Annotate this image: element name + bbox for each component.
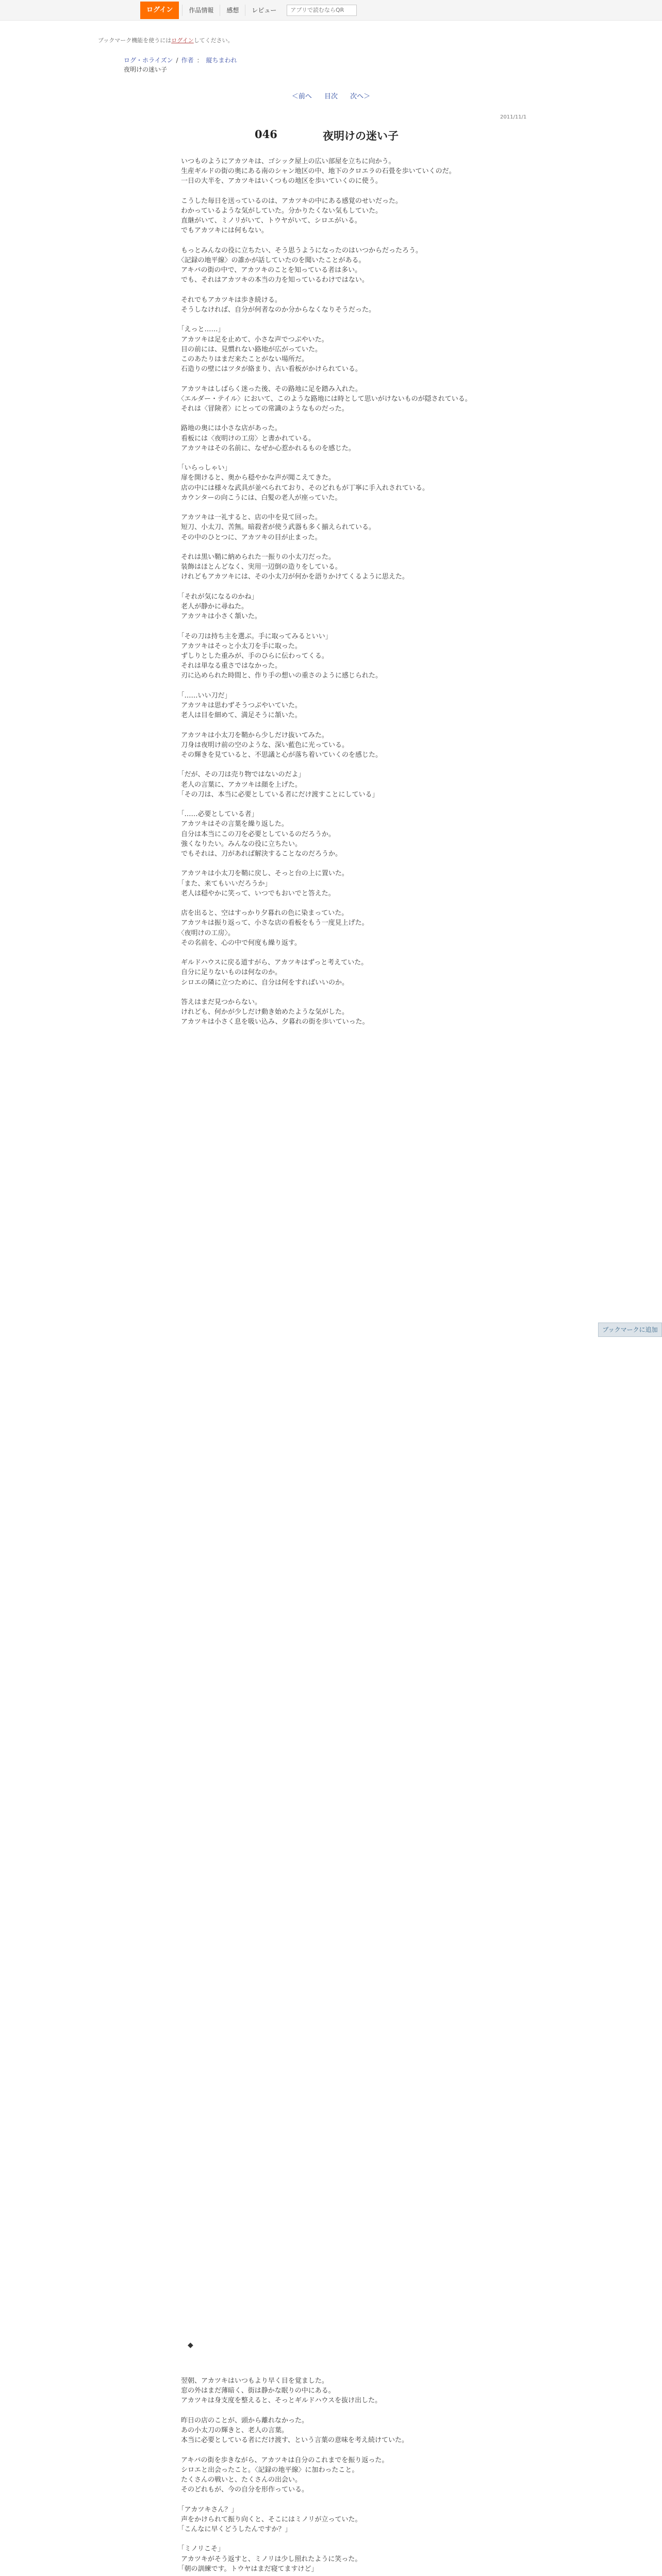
paragraph-line: 目の前には、見慣れない路地が広がっていた。 xyxy=(174,345,322,353)
paragraph-line: アカツキは小さく頷いた。 xyxy=(174,613,261,621)
paragraph-line: 「……いい刀だ」 xyxy=(174,691,231,700)
paragraph-line: シロエの隣に立つために、自分は何をすればいいのか。 xyxy=(174,978,349,987)
paragraph-line: 「その刀は持ち主を選ぶ。手に取ってみるといい」 xyxy=(174,632,332,640)
paragraph-line: アカツキは小太刀を鞘に戻し、そっと台の上に置いた。 xyxy=(174,870,349,878)
paragraph-line xyxy=(174,2445,499,2455)
top-navigation-bar xyxy=(0,0,662,21)
paragraph-line: アカツキは身支度を整えると、そっとギルドハウスを抜け出した。 xyxy=(174,2397,382,2405)
paragraph-line: アカツキは一礼すると、店の中を見て回った。 xyxy=(174,514,322,522)
paragraph-line: 自分に足りないものは何なのか。 xyxy=(174,969,282,977)
paragraph-line: 「また、来てもいいだろうか」 xyxy=(174,879,272,888)
paragraph-line: 「えっと……」 xyxy=(174,326,225,334)
paragraph-line: アカツキは振り返って、小さな店の看板をもう一度見上げた。 xyxy=(174,919,369,927)
paragraph-line: アカツキは足を止めて、小さな声でつぶやいた。 xyxy=(174,335,328,344)
paragraph-line xyxy=(174,187,499,196)
login-link[interactable]: ログイン xyxy=(171,37,194,44)
paragraph-line: 装飾はほとんどなく、実用一辺倒の造りをしている。 xyxy=(174,563,342,571)
paragraph-line: けれども、何かが少しだけ動き始めたような気がした。 xyxy=(174,1008,349,1016)
paragraph-line xyxy=(174,285,499,295)
paragraph-line: たくさんの戦いと、たくさんの出会い。 xyxy=(174,2476,302,2484)
paragraph-line: その輝きを見ていると、不思議と心が落ち着いていくのを感じた。 xyxy=(174,751,383,759)
paragraph-line: ギルドハウスに戻る道すがら、アカツキはずっと考えていた。 xyxy=(174,959,368,967)
paragraph-line: 強くなりたい。みんなの役に立ちたい。 xyxy=(174,840,302,848)
paragraph-line: アカツキはその言葉を繰り返した。 xyxy=(174,820,288,828)
paragraph-line: その中のひとつに、アカツキの目が止まった。 xyxy=(174,533,322,541)
chapter-group-title: 夜明けの迷い子 xyxy=(124,66,168,73)
paragraph-line: アキバの街を歩きながら、アカツキは自分のこれまでを振り返った。 xyxy=(174,2456,389,2464)
paragraph-line: わかっているような気がしていた。分かりたくない気もしていた。 xyxy=(174,207,383,215)
paragraph-line xyxy=(174,800,499,809)
paragraph-line xyxy=(174,236,499,246)
paragraph-line: 老人の言葉に、アカツキは顔を上げた。 xyxy=(174,781,302,789)
paragraph-line: こうした毎日を送っているのは、アカツキの中にある感覚のせいだった。 xyxy=(174,197,402,205)
post-date: 2011/11/1 xyxy=(500,114,527,120)
paragraph-line: でも、それはアカツキの本当の力を知っているわけではない。 xyxy=(174,276,369,284)
paragraph-line: それは〈冒険者〉にとっての常識のようなものだった。 xyxy=(174,405,349,413)
paragraph-line xyxy=(174,681,499,691)
paragraph-line: このあたりはまだ来たことがない場所だ。 xyxy=(174,355,309,363)
paragraph-line: 「いらっしゃい」 xyxy=(174,464,231,472)
paragraph-line: そうしなければ、自分が何者なのか分からなくなりそうだった。 xyxy=(174,306,376,314)
paragraph-line: 「朝の訓練です。トウヤはまだ寝てますけど」 xyxy=(174,2565,318,2573)
pager-top xyxy=(0,91,662,100)
paragraph-line xyxy=(174,948,499,958)
chapter-number: 046 xyxy=(255,128,277,141)
chapter-title: 夜明けの迷い子 xyxy=(323,129,399,142)
breadcrumb-author[interactable]: 縦ちまわれ xyxy=(206,57,237,64)
nav-review[interactable]: レビュー xyxy=(245,5,283,16)
login-button[interactable]: ログイン xyxy=(140,2,179,19)
notice-text: ブックマーク機能を使うには xyxy=(98,37,172,44)
paragraph-line xyxy=(174,2495,499,2504)
paragraph-line: それは単なる重さではなかった。 xyxy=(174,662,282,670)
paragraph-line: 「こんなに早くどうしたんですか？」 xyxy=(174,2526,292,2533)
next-link[interactable]: 次へ＞ xyxy=(350,93,371,100)
paragraph-line: アカツキはその名前に、なぜか心惹かれるものを感じた。 xyxy=(174,444,355,452)
paragraph-line: いつものようにアカツキは、ゴシック屋上の広い部屋を立ちに向かう。 xyxy=(174,158,395,165)
paragraph-line: それは黒い鞘に納められた一振りの小太刀だった。 xyxy=(174,553,336,561)
paragraph-line: でもアカツキには何もない。 xyxy=(174,227,268,235)
paragraph-line xyxy=(174,859,499,869)
paragraph-line xyxy=(174,899,499,908)
notice-text-end: してください。 xyxy=(193,37,234,44)
novel-body-part2 xyxy=(174,2376,499,2576)
paragraph-line: 〈エルダー・テイル〉において、このような路地には時として思いがけないものが隠されている。 xyxy=(174,395,472,403)
paragraph-line xyxy=(174,760,499,770)
paragraph-line xyxy=(174,315,499,325)
paragraph-line xyxy=(174,2406,499,2416)
paragraph-line: 店の中には様々な武具が並べられており、そのどれもが丁寧に手入れされている。 xyxy=(174,484,429,492)
toc-link[interactable]: 目次 xyxy=(324,93,338,100)
paragraph-line: けれどもアカツキには、その小太刀が何かを語りかけてくるように思えた。 xyxy=(174,573,409,581)
paragraph-line xyxy=(174,2574,499,2576)
paragraph-line: 「……必要としている者」 xyxy=(174,810,258,819)
search-input[interactable] xyxy=(287,5,357,16)
paragraph-line: 店を出ると、空はすっかり夕暮れの色に染まっていた。 xyxy=(174,909,349,918)
paragraph-line: その名前を、心の中で何度も繰り返す。 xyxy=(174,939,301,947)
section-break-marker: ◆ xyxy=(188,2341,193,2349)
paragraph-line: 〈記録の地平線〉の誰かが話していたのを聞いたことがある。 xyxy=(174,257,366,264)
nav-work-info[interactable]: 作品情報 xyxy=(182,5,220,16)
paragraph-line: 生産ギルドの街の奥にある南のシャン地区の中、地下のクロエラの石畳を歩いていくのだ。 xyxy=(174,167,456,176)
paragraph-line: 「その刀は、本当に必要としている者にだけ渡すことにしている」 xyxy=(174,790,379,799)
paragraph-line xyxy=(174,414,499,423)
paragraph-line: 昨日の店のことが、頭から離れなかった。 xyxy=(174,2416,309,2425)
paragraph-line xyxy=(174,374,499,384)
paragraph-line: アカツキは思わずそうつぶやいていた。 xyxy=(174,701,302,709)
paragraph-line: 石造りの壁にはツタが絡まり、古い看板がかけられている。 xyxy=(174,365,362,374)
paragraph-line: ずしりとした重みが、手のひらに伝わってくる。 xyxy=(174,652,328,660)
paragraph-line: 老人は目を細めて、満足そうに頷いた。 xyxy=(174,711,302,720)
paragraph-line: 自分は本当にこの刀を必要としているのだろうか。 xyxy=(174,830,336,838)
paragraph-line xyxy=(174,621,499,631)
paragraph-line: 「それが気になるのかね」 xyxy=(174,592,258,601)
paragraph-line: アカツキがそう返すと、ミノリは少し照れたように笑った。 xyxy=(174,2555,362,2563)
bookmark-notice xyxy=(98,36,234,44)
paragraph-line: 直継がいて、ミノリがいて、トウヤがいて、シロエがいる。 xyxy=(174,217,361,225)
paragraph-line: それでもアカツキは歩き続ける。 xyxy=(174,296,282,304)
paragraph-line xyxy=(174,582,499,592)
paragraph-line xyxy=(174,2534,499,2544)
paragraph-line: アカツキは小太刀を鞘から少しだけ抜いてみた。 xyxy=(174,731,328,739)
breadcrumb: ログ・ホライズン / 作者 ： 縦ちまわれ xyxy=(124,57,237,64)
paragraph-line: 〈夜明けの工房〉。 xyxy=(174,929,235,937)
paragraph-line: 扉を開けると、奥から穏やかな声が聞こえてきた。 xyxy=(174,474,336,482)
paragraph-line: 「だが、その刀は売り物ではないのだよ」 xyxy=(174,771,305,779)
paragraph-line: 刃に込められた時間と、作り手の想いの重さのように感じられた。 xyxy=(174,672,383,680)
novel-body-part1 xyxy=(174,157,499,1027)
paragraph-line: でもそれは、刀があれば解決することなのだろうか。 xyxy=(174,850,342,858)
paragraph-line: もっとみんなの役に立ちたい、そう思うようになったのはいつからだったろう。 xyxy=(174,246,423,255)
paragraph-line: シロエと出会ったこと。〈記録の地平線〉に加わったこと。 xyxy=(174,2466,359,2474)
paragraph-line xyxy=(174,453,499,463)
paragraph-line: 「ミノリこそ」 xyxy=(174,2545,224,2553)
prev-link[interactable]: ＜前へ xyxy=(291,93,312,100)
paragraph-line: 「アカツキさん？」 xyxy=(174,2505,238,2514)
paragraph-line: 本当に必要としている者にだけ渡す、という言葉の意味を考え続けていた。 xyxy=(174,2436,408,2445)
paragraph-line: 窓の外はまだ薄暗く、街は静かな眠りの中にある。 xyxy=(174,2387,335,2395)
paragraph-line: 老人が静かに尋ねた。 xyxy=(174,602,249,611)
breadcrumb-author-label: 作者 xyxy=(181,57,194,64)
paragraph-line: 翌朝、アカツキはいつもより早く目を覚ました。 xyxy=(174,2377,328,2385)
paragraph-line xyxy=(174,503,499,513)
paragraph-line xyxy=(174,988,499,997)
paragraph-line: 短刀、小太刀、苦無。暗殺者が使う武器も多く揃えられている。 xyxy=(174,523,376,532)
paragraph-line xyxy=(174,543,499,552)
paragraph-line: アキバの街の中で、アカツキのことを知っている者は多い。 xyxy=(174,266,362,275)
paragraph-line: アカツキはしばらく迷った後、その路地に足を踏み入れた。 xyxy=(174,385,362,393)
breadcrumb-novel[interactable]: ログ・ホライズン xyxy=(124,57,173,64)
paragraph-line: 刀身は夜明け前の空のような、深い藍色に光っている。 xyxy=(174,741,349,749)
add-bookmark-button[interactable]: ブックマークに追加 xyxy=(598,1323,662,1337)
paragraph-line: 一日の大半を、アカツキはいくつもの地区を歩いていくのに使う。 xyxy=(174,177,382,185)
paragraph-line: アカツキはそっと小太刀を手に取った。 xyxy=(174,642,302,650)
nav-impressions[interactable]: 感想 xyxy=(220,5,245,16)
paragraph-line xyxy=(174,720,499,730)
paragraph-line: 老人は穏やかに笑って、いつでもおいでと答えた。 xyxy=(174,889,335,897)
paragraph-line: 答えはまだ見つからない。 xyxy=(174,998,262,1006)
paragraph-line: カウンターの向こうには、白髪の老人が座っていた。 xyxy=(174,494,342,502)
paragraph-line: 声をかけられて振り向くと、そこにはミノリが立っていた。 xyxy=(174,2515,362,2523)
paragraph-line: そのどれもが、今の自分を形作っている。 xyxy=(174,2486,309,2494)
paragraph-line: 路地の奥には小さな店があった。 xyxy=(174,425,282,433)
paragraph-line: 看板には〈夜明けの工房〉と書かれている。 xyxy=(174,434,316,443)
paragraph-line: アカツキは小さく息を吸い込み、夕暮れの街を歩いていった。 xyxy=(174,1018,369,1026)
paragraph-line: あの小太刀の輝きと、老人の言葉。 xyxy=(174,2427,289,2434)
